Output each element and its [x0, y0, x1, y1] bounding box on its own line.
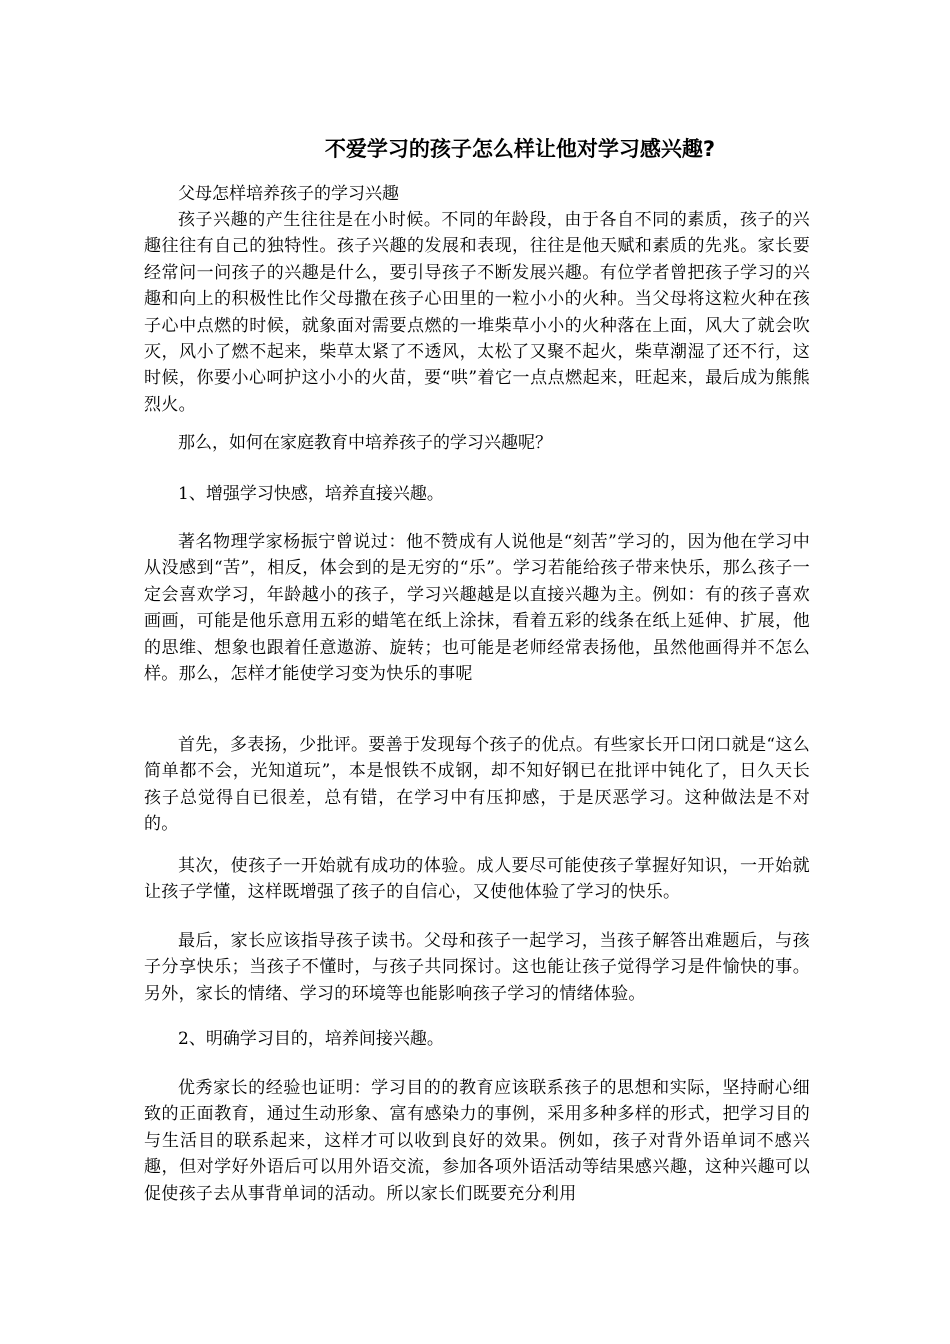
paragraph-goal: 优秀家长的经验也证明：学习目的的教育应该联系孩子的思想和实际，坚持耐心细致的正面教育，通过生动形象、富有感染力的事例，采用多种多样的形式，把学习目的与生活目的联系起来，这样才可以收到良好的效果。例如，孩子对背外语单词不感兴趣，但对学好外语后可以用外语交流，参加各项外语活动等结果感兴趣，这种兴趣可以促使孩子去从事背单词的活动。所以家长们既要充分利用 [144, 1078, 810, 1204]
paragraph-intro: 孩子兴趣的产生往往是在小时候。不同的年龄段，由于各自不同的素质，孩子的兴趣往往有自己的独特性。孩子兴趣的发展和表现，往往是他天赋和素质的先兆。家长要经常问一问孩子的兴趣是什么，要引导孩子不断发展兴趣。有位学者曾把孩子学习的兴趣和向上的积极性比作父母撒在孩子心田里的一粒小小的火种。当父母将这粒火种在孩子心中点燃的时候，就象面对需要点燃的一堆柴草小小的火种落在上面，风大了就会吹灭，风小了燃不起来，柴草太紧了不透风，太松了又聚不起火，柴草潮湿了还不行，这时候，你要小心呵护这小小的火苗，要“哄”着它一点点燃起来，旺起来，最后成为熊熊烈火。 [144, 210, 810, 415]
section-heading-2: 2、明确学习目的，培养间接兴趣。 [178, 1029, 444, 1049]
paragraph-last: 最后，家长应该指导孩子读书。父母和孩子一起学习，当孩子解答出难题后，与孩子分享快乐；当孩子不懂时，与孩子共同探讨。这也能让孩子觉得学习是件愉快的事。另外，家长的情绪、学习的环境等也能影响孩子学习的情绪体验。 [144, 931, 810, 1004]
document-title: 不爱学习的孩子怎么样让他对学习感兴趣? [324, 137, 716, 161]
document-subtitle: 父母怎样培养孩子的学习兴趣 [178, 184, 399, 204]
section-heading-1: 1、增强学习快感，培养直接兴趣。 [178, 484, 444, 504]
paragraph-second: 其次，使孩子一开始就有成功的体验。成人要尽可能使孩子掌握好知识，一开始就让孩子学懂，这样既增强了孩子的自信心，又使他体验了学习的快乐。 [144, 856, 810, 903]
paragraph-first: 首先，多表扬，少批评。要善于发现每个孩子的优点。有些家长开口闭口就是“这么简单都不会，光知道玩”，本是恨铁不成钢，却不知好钢已在批评中钝化了，日久天长孩子总觉得自已很差，总有错，在学习中有压抑感，于是厌恶学习。这种做法是不对的。 [144, 735, 810, 835]
paragraph-yang-zhenning: 著名物理学家杨振宁曾说过：他不赞成有人说他是“刻苦”学习的，因为他在学习中从没感到“苦”，相反，体会到的是无穷的“乐”。学习若能给孩子带来快乐，那么孩子一定会喜欢学习，年龄越小的孩子，学习兴趣越是以直接兴趣为主。例如：有的孩子喜欢画画，可能是他乐意用五彩的蜡笔在纸上涂抹，看着五彩的线条在纸上延伸、扩展，他的思维、想象也跟着任意遨游、旋转；也可能是老师经常表扬他，虽然他画得并不怎么样。那么，怎样才能使学习变为快乐的事呢 [144, 532, 810, 685]
paragraph-question: 那么，如何在家庭教育中培养孩子的学习兴趣呢？ [178, 433, 552, 453]
